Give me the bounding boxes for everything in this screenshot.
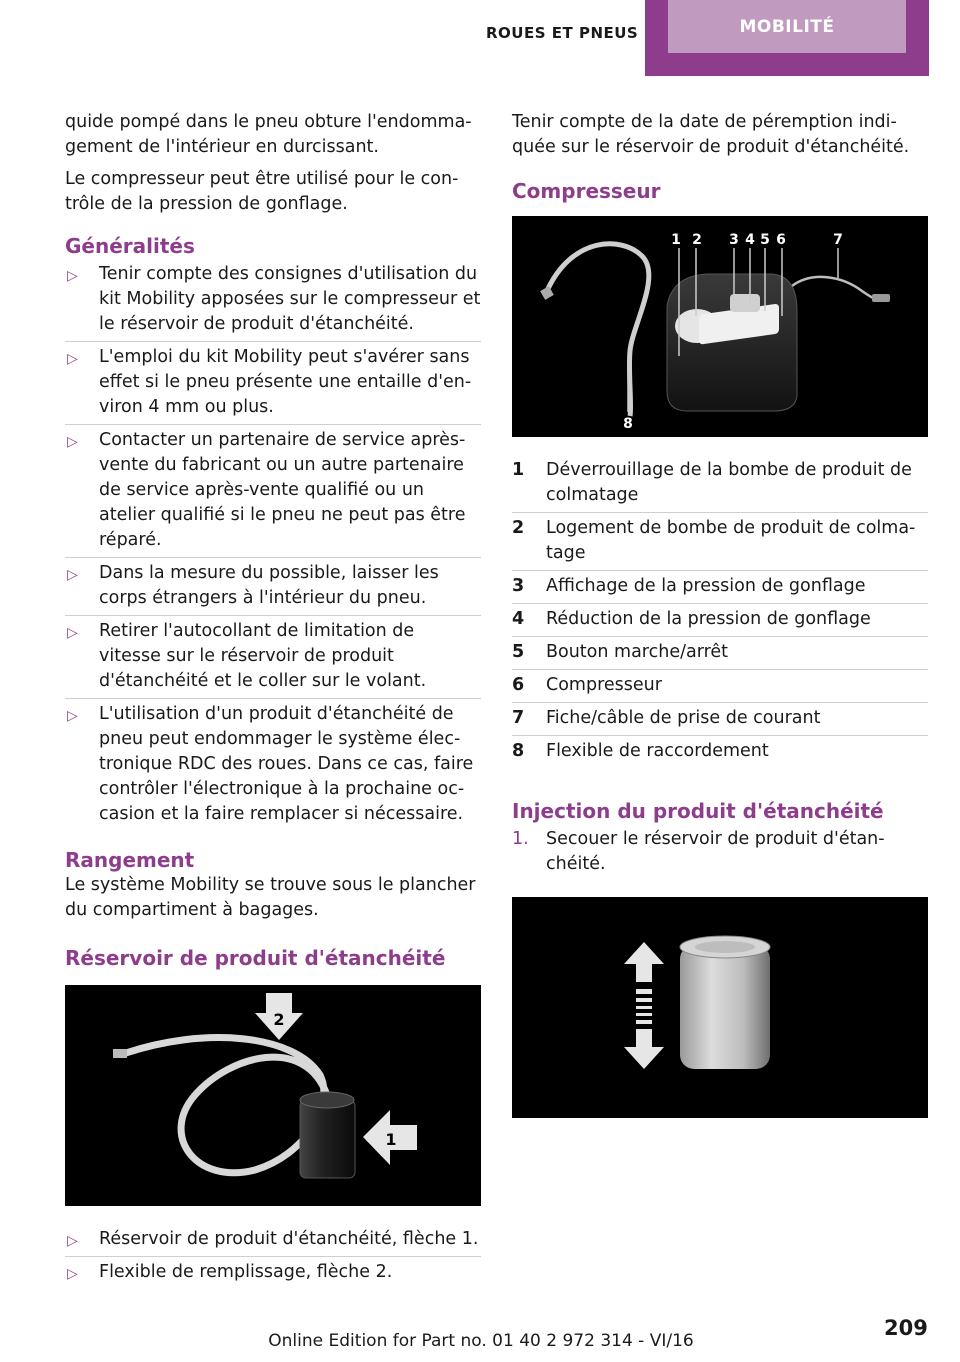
heading-reservoir: Réservoir de produit d'étanchéité: [65, 946, 446, 970]
figure-label-2: 2: [692, 232, 702, 248]
triangle-bullet-icon: ▷: [67, 567, 78, 583]
footer-edition: [0, 1331, 960, 1351]
sealant-bottle-shape: [300, 1100, 355, 1178]
bottle-top: [300, 1092, 354, 1108]
right-para-1: Tenir compte de la date de péremption indi-quée sur le réservoir de produit d'étanchéité.: [512, 112, 910, 157]
reservoir-illustration: [65, 985, 481, 1206]
triangle-bullet-icon: ▷: [67, 625, 78, 641]
list-item: ▷ Contacter un partenaire de service après-vente du fabricant ou un autre partenaire de service après-vente qualifié ou un atelier qualifié si le pneu ne peut pas être réparé.: [65, 425, 481, 558]
triangle-bullet-icon: ▷: [67, 434, 78, 450]
heading-generalites: Généralités: [65, 234, 195, 258]
shake-illustration: [512, 897, 928, 1118]
shake-figure: [512, 897, 928, 1118]
list-item: ▷ Tenir compte des consignes d'utilisation du kit Mobility apposées sur le compresseur et le réservoir de produit d'étanchéité.: [65, 259, 481, 342]
compressor-legend: [512, 455, 928, 768]
rangement-text: Le système Mobility se trouve sous le plancher du compartiment à bagages.: [65, 875, 476, 920]
figure-label-1: 1: [385, 1130, 397, 1149]
bottle-cap: [695, 941, 755, 953]
injection-steps: [512, 824, 928, 881]
figure-label-6: 6: [776, 232, 786, 248]
triangle-bullet-icon: ▷: [67, 268, 78, 284]
compressor-illustration: [512, 216, 928, 437]
header-section-title: ROUES ET PNEUS: [486, 24, 639, 42]
shake-bar: [636, 1020, 652, 1024]
sealant-bottle-shape: [680, 945, 770, 1069]
right-column: [512, 110, 928, 1136]
chapter-tab[interactable]: [645, 0, 929, 76]
connection-hose-shape: [547, 244, 649, 416]
arrow-up-icon: [624, 942, 664, 982]
power-plug: [872, 294, 890, 302]
list-item: ▷ Flexible de remplissage, flèche 2.: [65, 1257, 481, 1289]
figure-label-4: 4: [745, 232, 755, 248]
list-item: ▷ Dans la mesure du possible, laisser les corps étrangers à l'intérieur du pneu.: [65, 558, 481, 616]
legend-item: 1 Déverrouillage de la bombe de produit de colmatage: [512, 455, 928, 513]
arrow-down-icon: [624, 1029, 664, 1069]
left-para-1: quide pompé dans le pneu obture l'endomma-gement de l'intérieur en durcissant.: [65, 112, 472, 157]
figure-label-1: 1: [671, 232, 681, 248]
shake-bar: [636, 1006, 652, 1009]
shake-bar: [636, 989, 652, 994]
legend-item: 7 Fiche/câble de prise de courant: [512, 703, 928, 736]
figure-label-8: 8: [623, 416, 633, 432]
heading-compresseur: Compresseur: [512, 179, 661, 203]
legend-item: 2 Logement de bombe de produit de colma-tage: [512, 513, 928, 571]
hose-nozzle: [113, 1049, 127, 1058]
heading-rangement: Rangement: [65, 848, 195, 872]
reservoir-figure: [65, 985, 481, 1206]
legend-item: 3 Affichage de la pression de gonflage: [512, 571, 928, 604]
figure-label-7: 7: [833, 232, 843, 248]
hose-shape: [120, 1038, 327, 1173]
figure-label-3: 3: [729, 232, 739, 248]
shake-bar: [636, 998, 652, 1002]
legend-item: 4 Réduction de la pression de gonflage: [512, 604, 928, 637]
footer-edition-text: Online Edition for Part no. 01 40 2 972 314 - VI/16: [268, 1331, 694, 1351]
chapter-tab-inner: [668, 0, 906, 53]
power-cable-shape: [792, 277, 882, 299]
list-item: ▷ Réservoir de produit d'étanchéité, flèche 1.: [65, 1224, 481, 1257]
legend-item: 8 Flexible de raccordement: [512, 741, 769, 761]
list-item: ▷ L'emploi du kit Mobility peut s'avérer sans effet si le pneu présente une entaille d'en-viron 4 mm ou plus.: [65, 342, 481, 425]
figure-label-2: 2: [273, 1010, 285, 1029]
triangle-bullet-icon: ▷: [67, 708, 78, 724]
hose-end: [540, 286, 554, 300]
page-number: 209: [884, 1316, 928, 1340]
left-column: [65, 110, 481, 1289]
heading-injection: Injection du produit d'étanchéité: [512, 799, 884, 823]
step-item: 1. Secouer le réservoir de produit d'étan-chéité.: [512, 829, 885, 874]
triangle-bullet-icon: ▷: [67, 1233, 78, 1249]
generalites-list: [65, 259, 481, 831]
legend-item: 5 Bouton marche/arrêt: [512, 637, 928, 670]
reservoir-list: [65, 1224, 481, 1289]
figure-label-5: 5: [760, 232, 770, 248]
triangle-bullet-icon: ▷: [67, 1266, 78, 1282]
shake-bar: [636, 1013, 652, 1016]
compressor-figure: [512, 216, 928, 437]
triangle-bullet-icon: ▷: [67, 351, 78, 367]
chapter-tab-label: MOBILITÉ: [739, 16, 835, 37]
list-item: ▷ Retirer l'autocollant de limitation de vitesse sur le réservoir de produit d'étanchéité et le coller sur le volant.: [65, 616, 481, 699]
list-item: ▷ L'utilisation d'un produit d'étanchéité de pneu peut endommager le système élec-tronique RDC des roues. Dans ce cas, faire contrôler l'électronique à la prochaine oc-casion et la faire remplacer si nécessaire.: [67, 704, 474, 824]
left-para-2: Le compresseur peut être utilisé pour le con-trôle de la pression de gonflage.: [65, 169, 459, 214]
legend-item: 6 Compresseur: [512, 670, 928, 703]
